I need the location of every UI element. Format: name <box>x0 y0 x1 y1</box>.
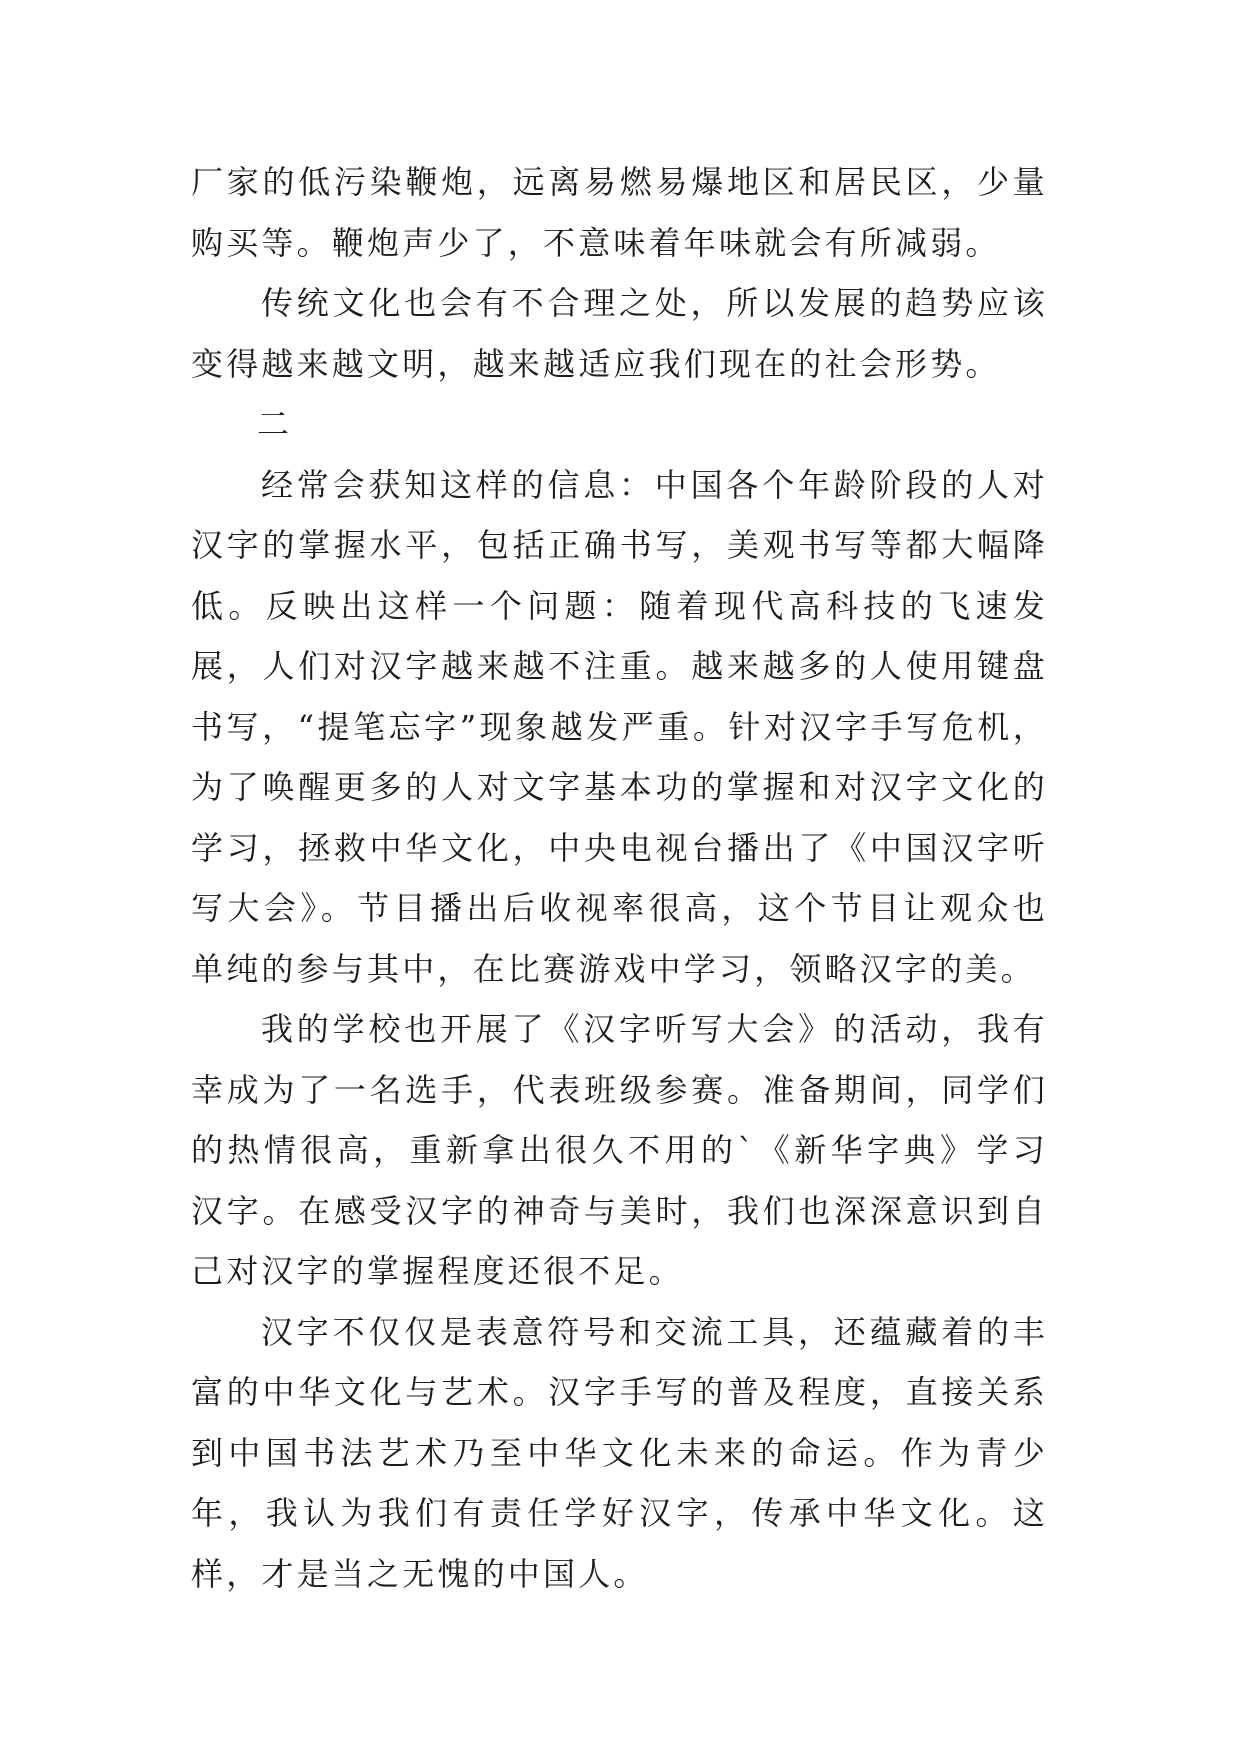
document-body <box>191 152 1048 1604</box>
section-number-two: 二 <box>257 405 293 443</box>
paragraph-hanzi-dictation-program: 经常会获知这样的信息：中国各个年龄阶段的人对汉字的掌握水平，包括正确书写，美观书写等都大幅降低。反映出这样一个问题：随着现代高科技的飞速发展，人们对汉字越来越不注重。越来越多的人使用键盘书写，“提笔忘字”现象越发严重。针对汉字手写危机，为了唤醒更多的人对文字基本功的掌握和对汉字文化的学习，拯救中华文化，中央电视台播出了《中国汉字听写大会》。节目播出后收视率很高，这个节目让观众也单纯的参与其中，在比赛游戏中学习，领略汉字的美。 <box>191 465 1048 988</box>
paragraph-conclusion: 汉字不仅仅是表意符号和交流工具，还蕴藏着的丰富的中华文化与艺术。汉字手写的普及程度，直接关系到中国书法艺术乃至中华文化未来的命运。作为青少年，我认为我们有责任学好汉字，传承中华文化。这样，才是当之无愧的中国人。 <box>191 1312 1048 1593</box>
paragraph-traditional-culture: 传统文化也会有不合理之处，所以发展的趋势应该变得越来越文明，越来越适应我们现在的社会形势。 <box>191 284 1048 383</box>
paragraph-continuation: 厂家的低污染鞭炮，远离易燃易爆地区和居民区，少量购买等。鞭炮声少了，不意味着年味就会有所减弱。 <box>191 163 1048 262</box>
paragraph-school-competition: 我的学校也开展了《汉字听写大会》的活动，我有幸成为了一名选手，代表班级参赛。准备期间，同学们的热情很高，重新拿出很久不用的`《新华字典》学习汉字。在感受汉字的神奇与美时，我们也深深意识到自己对汉字的掌握程度还很不足。 <box>191 1010 1048 1290</box>
